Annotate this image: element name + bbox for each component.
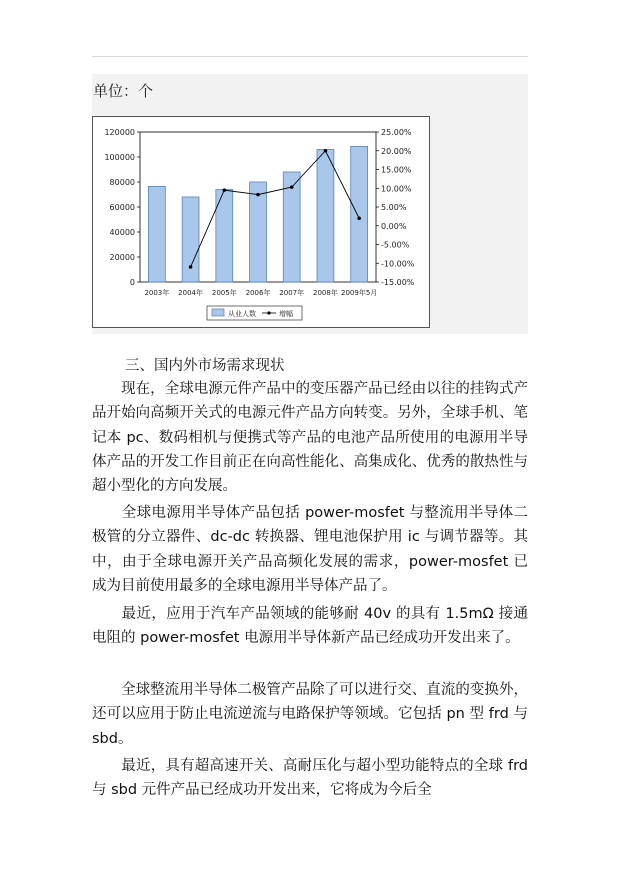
right-tick-label: 10.00% <box>381 184 412 194</box>
x-category-label: 2008年 <box>313 289 338 297</box>
bar-2004年 <box>182 197 199 282</box>
page-top-rule <box>92 56 528 57</box>
x-category-label: 2004年 <box>178 289 203 297</box>
growth-point <box>189 265 193 269</box>
x-axis-categories <box>144 288 377 297</box>
x-category-label: 2006年 <box>245 289 271 297</box>
growth-point <box>290 185 294 189</box>
growth-point <box>256 193 260 197</box>
paragraph-3: 最近，应用于汽车产品领域的能够耐 40v 的具有 1.5mΩ 接通电阻的 power-mosfet 电源用半导体新产品已经成功开发出来了。 <box>92 606 528 647</box>
legend-bar-label: 从业人数 <box>228 310 256 318</box>
right-tick-label: 25.00% <box>381 128 412 137</box>
paragraph-4: 全球整流用半导体二极管产品除了可以进行交、直流的变换外，还可以应用于防止电流逆流与电路保护等领域。它包括 pn 型 frd 与 sbd。 <box>92 682 528 747</box>
employment-chart <box>92 116 430 328</box>
left-tick-label: 80000 <box>109 178 135 187</box>
right-tick-label: -15.00% <box>381 278 415 287</box>
right-tick-label: 5.00% <box>381 203 407 212</box>
unit-label: 单位：个 <box>93 82 154 100</box>
growth-point <box>324 149 328 153</box>
bar-2009年5月 <box>351 146 368 282</box>
right-tick-label: -5.00% <box>381 240 410 250</box>
right-tick-label: 20.00% <box>381 146 412 156</box>
legend-bar-swatch <box>212 309 224 316</box>
right-tick-label: 15.00% <box>381 165 412 175</box>
left-tick-label: 60000 <box>109 203 135 212</box>
section-heading: 三、国内外市场需求现状 <box>125 358 285 374</box>
growth-point <box>222 188 226 192</box>
left-tick-label: 0 <box>129 278 135 287</box>
x-category-label: 2003年 <box>144 289 170 297</box>
paragraph-5: 最近，具有超高速开关、高耐压化与超小型功能特点的全球 frd 与 sbd 元件产品已经成功开发出来，它将成为今后全 <box>92 758 528 799</box>
bar-2008年 <box>317 150 334 283</box>
bar-2006年 <box>250 182 267 282</box>
x-category-label: 2005年 <box>211 289 237 297</box>
left-tick-label: 100000 <box>104 153 135 162</box>
right-tick-label: 0.00% <box>381 221 407 231</box>
paragraph-2: 全球电源用半导体产品包括 power-mosfet 与整流用半导体二极管的分立器件、dc-dc 转换器、锂电池保护用 ic 与调节器等。其中，由于全球电源开关产品高频化发展的需求，power-mosfet 已成为目前使用最多的全球电源用半导体产品了。 <box>92 505 528 594</box>
left-tick-label: 20000 <box>109 253 135 262</box>
bar-2003年 <box>148 186 165 282</box>
paragraph-1: 现在，全球电源元件产品中的变压器产品已经由以往的挂钩式产品开始向高频开关式的电源元件产品方向转变。另外，全球手机、笔记本 pc、数码相机与便携式等产品的电池产品所使用的电源用半导体产品的开发工作目前正在向高性能化、高集成化、优秀的散热性与超小型化的方向发展。 <box>92 381 528 495</box>
legend <box>207 306 302 320</box>
x-category-label: 2007年 <box>279 289 305 297</box>
left-tick-label: 40000 <box>109 228 135 237</box>
legend-line-marker <box>267 311 270 314</box>
x-category-label: 2009年5月 <box>341 289 378 297</box>
left-tick-label: 120000 <box>104 128 135 137</box>
right-tick-label: -10.00% <box>381 259 415 269</box>
legend-line-label: 增幅 <box>279 310 293 318</box>
growth-point <box>357 216 361 220</box>
